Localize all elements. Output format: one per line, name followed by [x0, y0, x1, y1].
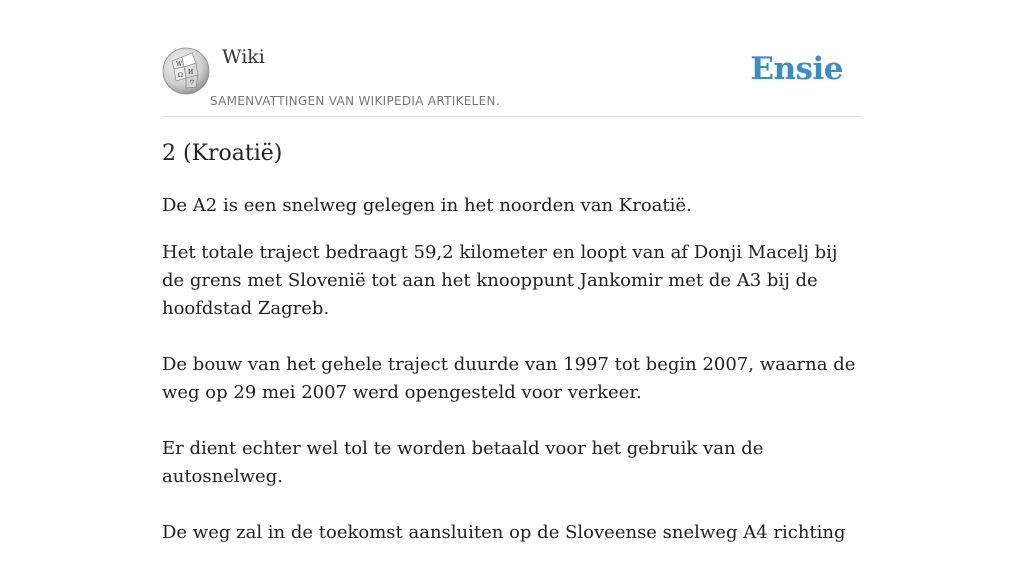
article-body: [162, 192, 862, 575]
svg-text:ウ: ウ: [189, 79, 196, 86]
wikipedia-globe-icon[interactable]: [162, 47, 210, 95]
site-header: [162, 0, 862, 117]
svg-text:W: W: [176, 61, 183, 68]
ensie-brand-link[interactable]: Ensie: [750, 51, 843, 87]
page-container: [162, 0, 862, 543]
article-paragraph: De bouw van het gehele traject duurde van 1997 tot begin 2007, waarna de weg op 29 mei 2007 werd opengesteld voor verkeer.: [162, 354, 856, 403]
site-name-link[interactable]: Wiki: [222, 46, 265, 68]
article-intro: De A2 is een snelweg gelegen in het noorden van Kroatië.: [162, 195, 692, 216]
article-title: 2 (Kroatië): [162, 141, 283, 166]
article-paragraph: Het totale traject bedraagt 59,2 kilometer en loopt van af Donji Macelj bij de grens met Slovenië tot aan het knooppunt Jankomir met de A3 bij de hoofdstad Zagreb.: [162, 242, 838, 319]
svg-text:Ω: Ω: [178, 72, 183, 79]
article-paragraph: De weg zal in de toekomst aansluiten op de Sloveense snelweg A4 richting: [162, 522, 846, 543]
svg-text:И: И: [188, 69, 194, 76]
site-tagline: SAMENVATTINGEN VAN WIKIPEDIA ARTIKELEN.: [210, 94, 500, 108]
article-paragraph: Er dient echter wel tol te worden betaald voor het gebruik van de autosnelweg.: [162, 438, 764, 487]
